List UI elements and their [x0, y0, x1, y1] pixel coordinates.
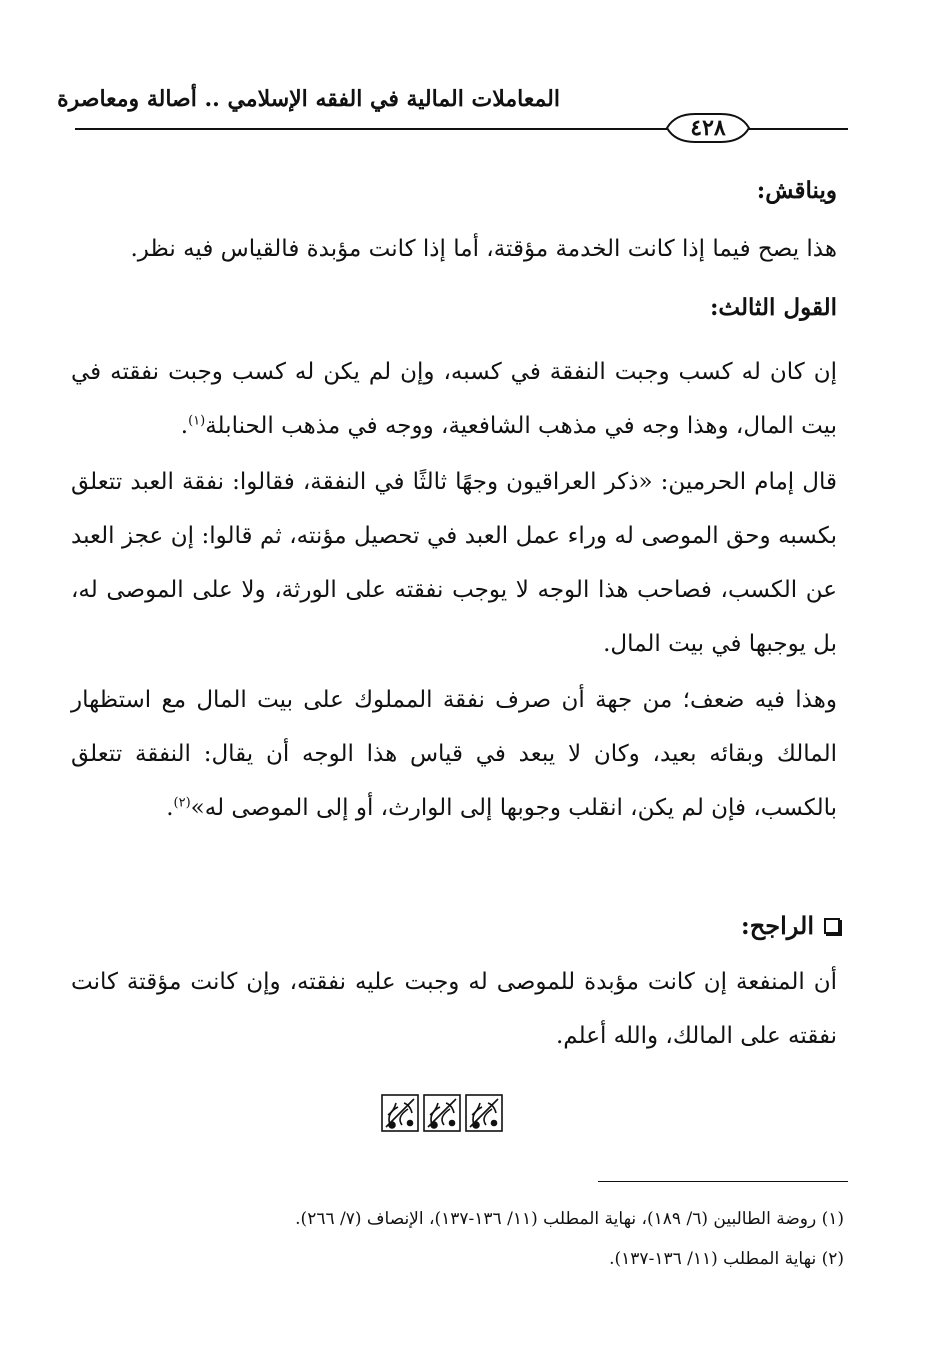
paragraph-third-opinion	[71, 345, 837, 453]
square-icon	[824, 918, 840, 934]
paragraph-end: .	[166, 795, 174, 821]
paragraph-end: .	[180, 413, 189, 439]
footnote-separator	[598, 1181, 848, 1182]
paragraph-text: إن كان له كسب وجبت النفقة في كسبه، وإن لم يكن له كسب وجبت نفقته في بيت المال، وهذا وجه في مذهب الشافعية، ووجه في مذهب الحنابلة	[71, 359, 837, 439]
header-rule-left	[75, 128, 667, 130]
page-number-text: ٤٢٨	[690, 115, 726, 141]
footnote-2: (٢) نهاية المطلب (١١/ ١٣٦-١٣٧).	[609, 1249, 844, 1269]
running-header-title: المعاملات المالية في الفقه الإسلامي .. أصالة ومعاصرة	[57, 86, 560, 112]
paragraph-imam-quote	[71, 455, 837, 671]
heading-preferred-opinion	[741, 906, 840, 946]
footnote-1: (١) روضة الطالبين (٦/ ١٨٩)، نهاية المطلب (١١/ ١٣٦-١٣٧)، الإنصاف (٧/ ٢٦٦).	[295, 1209, 844, 1229]
header-rule-right	[748, 128, 848, 130]
paragraph-weakness	[71, 673, 837, 835]
footnote-ref-1: (١)	[188, 413, 206, 429]
heading-discussion: ويناقش:	[756, 177, 837, 204]
paragraph-text: هذا يصح فيما إذا كانت الخدمة مؤقتة، أما إذا كانت مؤبدة فالقياس فيه نظر.	[130, 236, 837, 262]
paragraph-text: أن المنفعة إن كانت مؤبدة للموصى له وجبت عليه نفقته، وإن كانت مؤقتة كانت نفقته على المالك، والله أعلم.	[71, 969, 837, 1049]
paragraph-text: قال إمام الحرمين: «ذكر العراقيون وجهًا ثالثًا في النفقة، فقالوا: نفقة العبد تتعلق بكسبه وحق الموصى له وراء عمل العبد في تحصيل مؤنته، ثم قالوا: إن عجز العبد عن الكسب، فصاحب هذا الوجه لا يوجب نفقته على الورثة، ولا على الموصى له، بل يوجبها في بيت المال.	[71, 469, 837, 657]
paragraph-preferred-opinion	[71, 955, 837, 1063]
page-number	[665, 110, 751, 146]
floral-ornament-icon	[380, 1093, 504, 1133]
footnote-ref-2: (٢)	[173, 795, 191, 811]
heading-text: الراجح:	[740, 911, 814, 940]
paragraph-text: وهذا فيه ضعف؛ من جهة أن صرف نفقة المملوك على بيت المال مع استظهار المالك وبقائه بعيد، وكان لا يبعد في قياس هذا الوجه أن يقال: النفقة تتعلق بالكسب، فإن لم يكن، انقلب وجوبها إلى الوارث، أو إلى الموصى له»	[71, 687, 837, 821]
heading-third-opinion: القول الثالث:	[709, 294, 837, 321]
paragraph-discussion	[71, 222, 837, 276]
footnotes	[84, 1199, 844, 1279]
